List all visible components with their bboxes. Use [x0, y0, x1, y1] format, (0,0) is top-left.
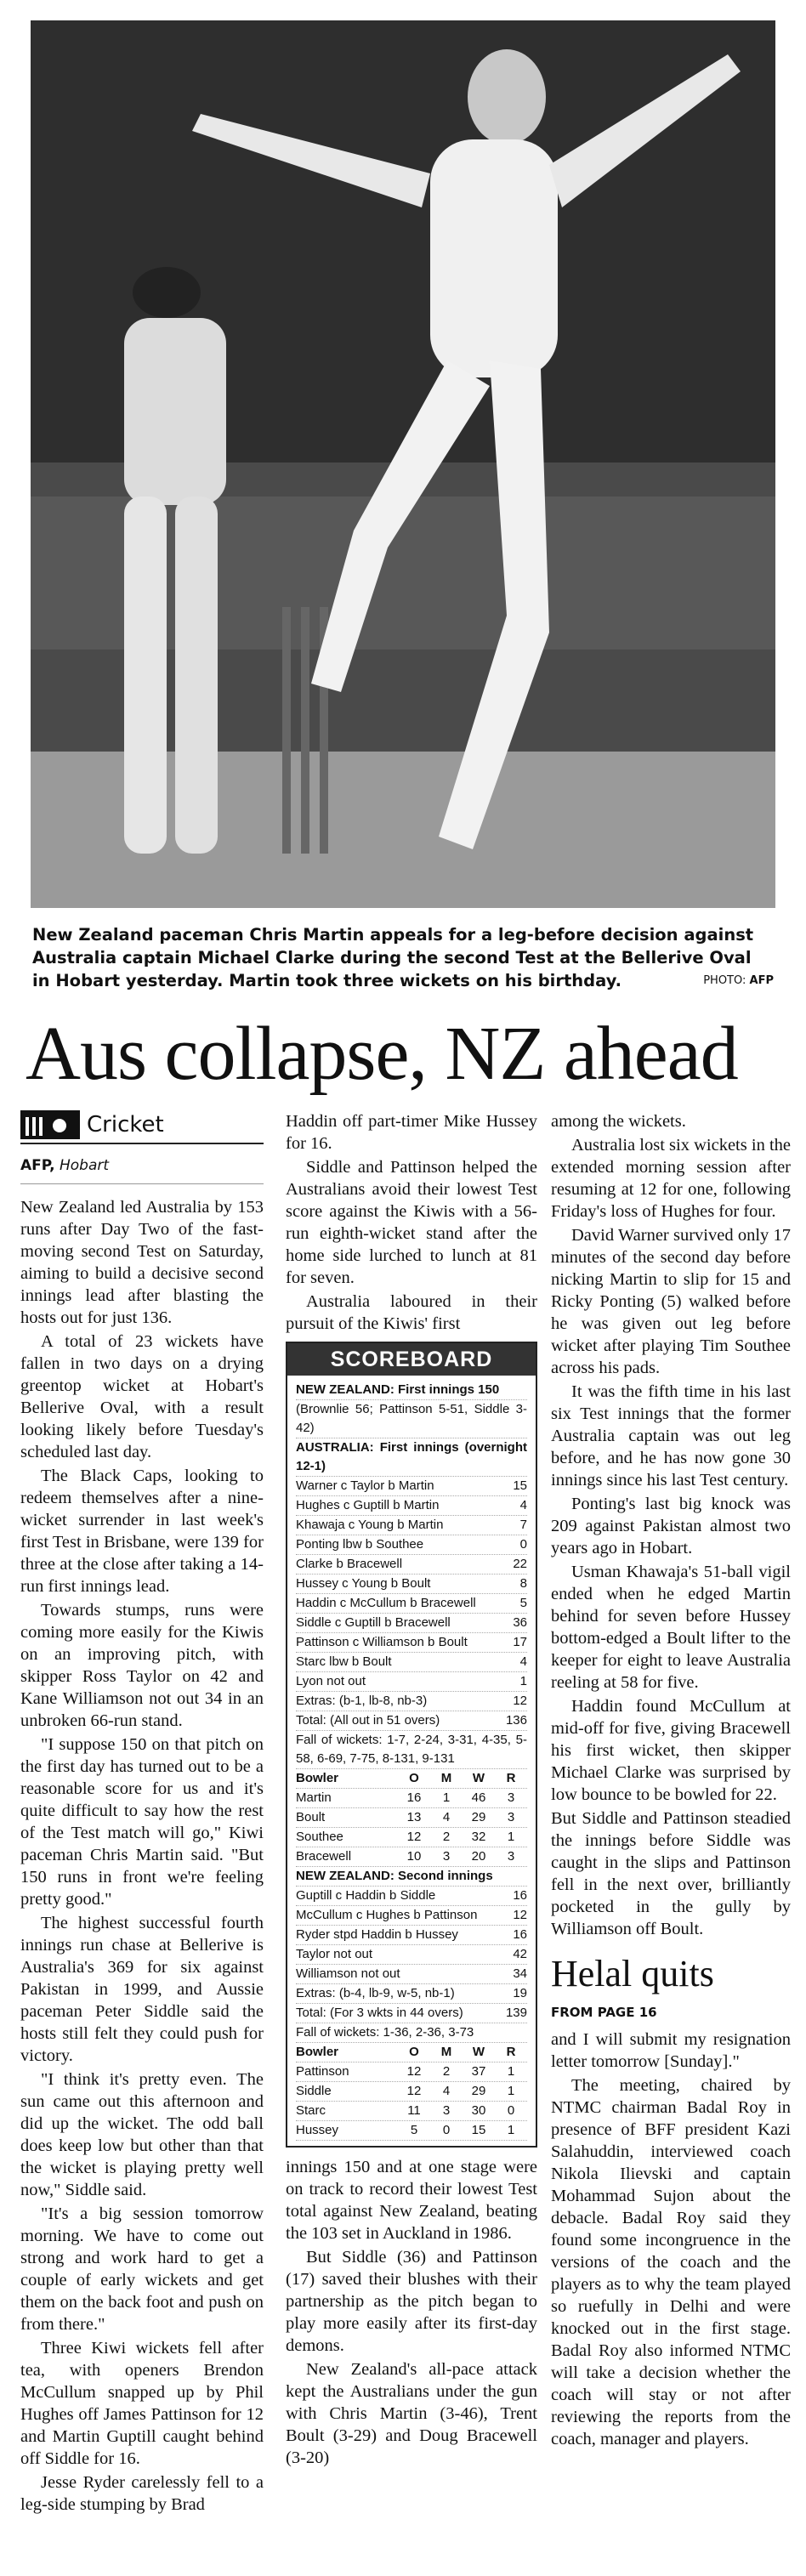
batting-row — [296, 1711, 527, 1731]
bowling-row — [296, 1789, 527, 1808]
bowling-cell: Boult — [296, 1810, 326, 1824]
bowling-cell: 10 — [406, 1849, 422, 1864]
batting-runs: 34 — [513, 1966, 527, 1981]
photo-credit: PHOTO: AFP — [703, 974, 774, 987]
bowling-cell: 15 — [471, 2123, 486, 2137]
bowling-cell: 11 — [407, 2103, 421, 2118]
bowling-cell: 37 — [471, 2064, 486, 2079]
bowling-row — [296, 2102, 527, 2121]
batting-row — [296, 1633, 527, 1653]
batting-row — [296, 1906, 527, 1926]
bowling-cell: Starc — [296, 2103, 326, 2118]
nz-batting-list — [296, 1887, 527, 2023]
batting-row — [296, 1672, 527, 1692]
batting-name: Clarke b Bracewell — [296, 1557, 403, 1571]
batting-name: Hussey c Young b Boult — [296, 1576, 431, 1591]
paragraph: Haddin found McCullum at mid-off for five, giving Bracewell his first wicket, then skipper Michael Clarke was surprised by low bounce to be bowled for 22. — [551, 1697, 791, 1804]
paragraph: David Warner survived only 17 minutes of the second day before nicking Martin to slip for 15 and Ricky Ponting (5) walked before he was given out leg before wicket after playing Tim Southee across his pads. — [551, 1226, 791, 1377]
batting-name: Lyon not out — [296, 1674, 366, 1688]
batting-name: Taylor not out — [296, 1947, 373, 1961]
bowling-cell: 3 — [507, 1849, 515, 1864]
batting-name: Extras: (b-1, lb-8, nb-3) — [296, 1694, 428, 1708]
batting-row — [296, 1496, 527, 1516]
bowling-cell: 1 — [507, 1830, 515, 1844]
batting-runs: 16 — [513, 1927, 527, 1942]
nz-second-innings: NEW ZEALAND: Second innings — [296, 1867, 527, 1887]
bowling-cell: 2 — [442, 2064, 451, 2079]
batting-runs: 15 — [513, 1478, 527, 1493]
batting-row — [296, 1614, 527, 1633]
batting-name: Extras: (b-4, lb-9, w-5, nb-1) — [296, 1986, 455, 2000]
bowling-cell: 20 — [471, 1849, 486, 1864]
batting-row — [296, 1945, 527, 1965]
batting-name: McCullum c Hughes b Pattinson — [296, 1908, 478, 1922]
bowling-cell: 4 — [442, 2084, 451, 2098]
section-logo — [20, 1110, 264, 1144]
paragraph: "It's a big session tomorrow morning. We have to come out strong and work hard to get a couple of early wickets and get them on the back foot and push on from there." — [20, 2204, 264, 2334]
batting-name: Haddin c McCullum b Bracewell — [296, 1596, 476, 1610]
paragraph: among the wickets. — [551, 1112, 686, 1131]
batting-name: Warner c Taylor b Martin — [296, 1478, 434, 1493]
bowling-row — [296, 2082, 527, 2102]
bowling-cell: 32 — [471, 1830, 486, 1844]
batting-runs: 19 — [513, 1986, 527, 2000]
paragraph: Australia laboured in their pursuit of the Kiwis' first — [286, 1292, 537, 1333]
batting-runs: 12 — [513, 1694, 527, 1708]
byline: AFP, Hobart — [20, 1155, 264, 1184]
batting-runs: 16 — [513, 1888, 527, 1903]
batting-name: Khawaja c Young b Martin — [296, 1518, 444, 1532]
paragraph: The meeting, chaired by NTMC chairman Badal Roy in presence of BFF president Kazi Salahuddin, interviewed coach Nikola Ilievski and captain Mohammad Sujon about the debacle. Badal Roy said they found some incongruence in the versions of the coach and the players as to why the team played so ruefully in Delhi and were knocked out in the first stage. Badal Roy also informed NTMC will take a decision whether the coach will stay or not after reviewing the reports from the coach, manager and players. — [551, 2076, 791, 2448]
bowling-row — [296, 1828, 527, 1847]
batting-row — [296, 1555, 527, 1575]
nz-first-innings: NEW ZEALAND: First innings 150 — [296, 1381, 527, 1400]
bowling-cell: 12 — [406, 1830, 422, 1844]
bowling-cell: 0 — [507, 2103, 515, 2118]
nz-first-innings-detail: (Brownlie 56; Pattinson 5-51, Siddle 3-42) — [296, 1400, 527, 1438]
cricket-icon — [20, 1110, 80, 1139]
bowling-cell: 5 — [410, 2123, 418, 2137]
bowling-cell: 12 — [406, 2084, 422, 2098]
aus-fall-of-wickets: Fall of wickets: 1-7, 2-24, 3-31, 4-35, 5-58, 6-69, 7-75, 8-131, 9-131 — [296, 1731, 527, 1769]
batting-runs: 42 — [513, 1947, 527, 1961]
paragraph: The highest successful fourth innings run chase at Bellerive is Australia's 369 for six against Pakistan in 1999, and Aussie paceman Peter Siddle said the hosts still felt they could push for victory. — [20, 1914, 264, 2065]
batting-row — [296, 1653, 527, 1672]
batting-row — [296, 1575, 527, 1594]
batting-runs: 17 — [513, 1635, 527, 1649]
batting-runs: 139 — [505, 2006, 527, 2020]
bowling-cell: Bracewell — [296, 1849, 352, 1864]
batting-runs: 36 — [513, 1615, 527, 1630]
paragraph: It was the fifth time in his last six Test innings that the former Australia captain was out leg before, and he has now gone 30 innings since his last Test century. — [551, 1382, 791, 1489]
batting-name: Pattinson c Williamson b Boult — [296, 1635, 468, 1649]
nz-fall-of-wickets: Fall of wickets: 1-36, 2-36, 3-73 — [296, 2023, 527, 2043]
paragraph: Haddin off part-timer Mike Hussey for 16. — [286, 1112, 537, 1153]
bowling-cell: 1 — [507, 2084, 515, 2098]
batting-runs: 1 — [519, 1674, 527, 1688]
scoreboard — [286, 1342, 537, 2148]
batting-row — [296, 2004, 527, 2023]
bowling-cell: 3 — [507, 1790, 515, 1805]
batting-runs: 4 — [519, 1498, 527, 1512]
aus-bowling-table — [296, 2063, 527, 2141]
column-3 — [551, 1110, 791, 2452]
bowling-row — [296, 2121, 527, 2141]
bowling-cell: 3 — [442, 1849, 451, 1864]
paragraph: New Zealand led Australia by 153 runs after Day Two of the fast-moving second Test on Saturday, aiming to build a decisive second innings lead after blasting the hosts out for just 136. — [20, 1198, 264, 1327]
batting-runs: 7 — [519, 1518, 527, 1532]
paragraph: Australia lost six wickets in the extended morning session after resuming at 12 for one, following Friday's loss of Hughes for four. — [551, 1136, 791, 1221]
bowling-row — [296, 1847, 527, 1867]
headline: Aus collapse, NZ ahead — [26, 1012, 738, 1096]
bowling-cell: 1 — [507, 2064, 515, 2079]
bowling-cell: Siddle — [296, 2084, 332, 2098]
column-2 — [286, 1110, 537, 2471]
bowling-cell: 2 — [442, 1830, 451, 1844]
cricket-photo — [31, 20, 775, 908]
paragraph: "I think it's pretty even. The sun came out this afternoon and did up the wicket. The odd ball does keep low but other than that the wicket is playing pretty well now," Siddle said. — [20, 2070, 264, 2199]
batting-runs: 5 — [519, 1596, 527, 1610]
paragraph: Towards stumps, runs were coming more easily for the Kiwis on an improving pitch, with skipper Ross Taylor on 42 and Kane Williamson not out 34 in an unbroken 66-run stand. — [20, 1601, 264, 1730]
batting-row — [296, 1887, 527, 1906]
side-story-from: FROM PAGE 16 — [551, 2005, 657, 2020]
batting-runs: 12 — [513, 1908, 527, 1922]
bowling-row — [296, 2063, 527, 2082]
aus-batting-list — [296, 1477, 527, 1731]
batting-row — [296, 1965, 527, 1984]
batting-row — [296, 1984, 527, 2004]
paragraph: Ponting's last big knock was 209 against Pakistan almost two years ago in Hobart. — [551, 1495, 791, 1558]
bowling-cell: 0 — [442, 2123, 451, 2137]
bowling-cell: 1 — [442, 1790, 451, 1805]
batting-name: Ponting lbw b Southee — [296, 1537, 424, 1552]
column-1 — [20, 1110, 264, 2517]
bowling-cell: 3 — [442, 2103, 451, 2118]
caption-text: New Zealand paceman Chris Martin appeals for a leg-before decision against Australia captain Michael Clarke during the second Test at the Bellerive Oval in Hobart yesterday. Martin took three wickets on his birthday. — [32, 925, 754, 990]
batting-name: Williamson not out — [296, 1966, 400, 1981]
section-label: Cricket — [87, 1112, 164, 1138]
bowling-header: Bowler O M W R — [296, 1769, 527, 1789]
bowling-cell: 16 — [406, 1790, 422, 1805]
paragraph: Siddle and Pattinson helped the Australians avoid their lowest Test score against the Kiwis with a 56-run eighth-wicket stand after the home side lurched to lunch at 81 for seven. — [286, 1158, 537, 1287]
batting-name: Guptill c Haddin b Siddle — [296, 1888, 436, 1903]
bowling-cell: Southee — [296, 1830, 343, 1844]
paragraph: But Siddle (36) and Pattinson (17) saved their blushes with their partnership as the pitch began to play more easily after its first-day demons. — [286, 2248, 537, 2355]
paragraph: Jesse Ryder carelessly fell to a leg-side stumping by Brad — [20, 2473, 264, 2514]
bowling-cell: 30 — [471, 2103, 486, 2118]
batting-name: Starc lbw b Boult — [296, 1654, 392, 1669]
paragraph: Three Kiwi wickets fell after tea, with openers Brendon McCullum snapped up by Phil Hughes off James Pattinson for 12 and Martin Guptill caught behind off Siddle for 16. — [20, 2339, 264, 2468]
batting-row — [296, 1594, 527, 1614]
paragraph: New Zealand's all-pace attack kept the Australians under the gun with Chris Martin (3-46), Trent Boult (3-29) and Doug Bracewell (3-20) — [286, 2360, 537, 2467]
batting-row — [296, 1926, 527, 1945]
bowling-cell: 13 — [406, 1810, 422, 1824]
batting-name: Total: (All out in 51 overs) — [296, 1713, 440, 1728]
bowling-cell: Hussey — [296, 2123, 339, 2137]
batting-runs: 136 — [505, 1713, 527, 1728]
bowling-header: Bowler O M W R — [296, 2043, 527, 2063]
bowling-cell: 46 — [471, 1790, 486, 1805]
scoreboard-title: SCOREBOARD — [287, 1343, 536, 1376]
batting-row — [296, 1692, 527, 1711]
paragraph: Usman Khawaja's 51-ball vigil ended when he edged Martin behind for seven before Hussey bottom-edged a Boult lifter to the keeper for eight to leave Australia reeling at 58 for five. — [551, 1563, 791, 1692]
paragraph: But Siddle and Pattinson steadied the innings before Siddle was caught in the slips and Pattinson fell in the next over, brilliantly pocketed in the gully by Williamson off Boult. — [551, 1809, 791, 1938]
bowling-cell: 12 — [406, 2064, 422, 2079]
batting-row — [296, 1516, 527, 1535]
batting-runs: 22 — [513, 1557, 527, 1571]
batting-name: Ryder stpd Haddin b Hussey — [296, 1927, 458, 1942]
bowling-cell: Martin — [296, 1790, 332, 1805]
bowling-cell: 3 — [507, 1810, 515, 1824]
bowling-cell: Pattinson — [296, 2064, 349, 2079]
aus-first-innings: AUSTRALIA: First innings (overnight 12-1) — [296, 1438, 527, 1477]
batting-name: Hughes c Guptill b Martin — [296, 1498, 440, 1512]
batting-runs: 8 — [519, 1576, 527, 1591]
paragraph: The Black Caps, looking to redeem themselves after a nine-wicket surrender in last week's first Test in Brisbane, were 139 for three at the close after taking a 14-run first innings lead. — [20, 1467, 264, 1596]
nz-bowling-table — [296, 1789, 527, 1867]
bowling-row — [296, 1808, 527, 1828]
bowling-cell: 4 — [442, 1810, 451, 1824]
batting-row — [296, 1535, 527, 1555]
paragraph: innings 150 and at one stage were on track to record their lowest Test total against New Zealand, beating the 103 set in Auckland in 1986. — [286, 2158, 537, 2243]
batting-name: Siddle c Guptill b Bracewell — [296, 1615, 451, 1630]
batting-row — [296, 1477, 527, 1496]
paragraph: "I suppose 150 on that pitch on the first day has turned out to be a reasonable score for us and it's quite difficult to say how the rest of the Test match will go," Kiwi paceman Chris Martin said. "But 150 runs in front we're feeling pretty good." — [20, 1735, 264, 1909]
batting-name: Total: (For 3 wkts in 44 overs) — [296, 2006, 463, 2020]
batting-runs: 0 — [519, 1537, 527, 1552]
bowling-cell: 29 — [471, 1810, 486, 1824]
bowling-cell: 29 — [471, 2084, 486, 2098]
side-story-headline: Helal quits — [551, 1953, 714, 1994]
bowling-cell: 1 — [507, 2123, 515, 2137]
paragraph: A total of 23 wickets have fallen in two days on a drying greentop wicket at Hobart's Bellerive Oval, with a result looking likely before Tuesday's scheduled last day. — [20, 1332, 264, 1461]
photo-caption — [32, 923, 774, 992]
paragraph: and I will submit my resignation letter tomorrow [Sunday]." — [551, 2030, 791, 2071]
batting-runs: 4 — [519, 1654, 527, 1669]
